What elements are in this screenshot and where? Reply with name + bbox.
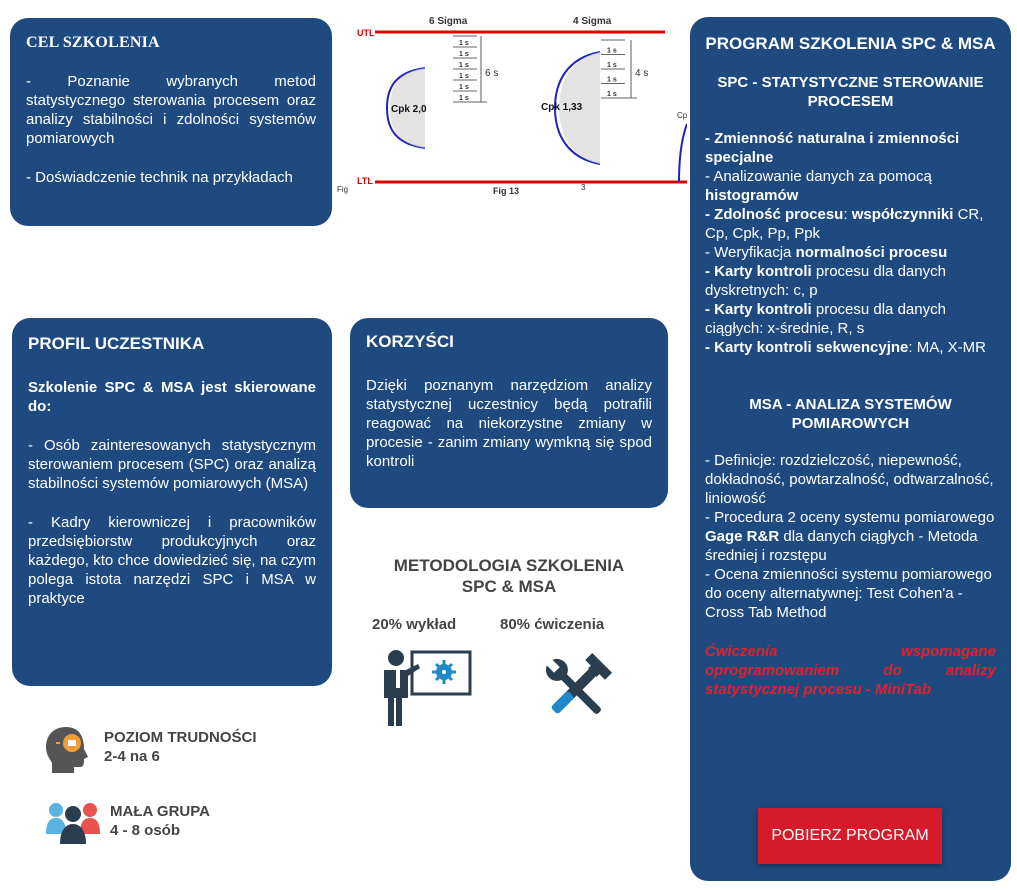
spc-list <box>705 129 996 357</box>
group-value: 4 - 8 osób <box>110 822 181 839</box>
profile-item: - Kadry kierowniczej i pracowników przedsiębiorstw produkcyjnych oraz każdego, kto chce dowiedzieć się, na czym polega istota narzędzi SPC i MSA w praktyce <box>28 514 316 607</box>
fig13-label: Fig 13 <box>493 186 520 196</box>
six-s-label: 6 s <box>485 68 499 79</box>
one-sigma-label: 1 s <box>459 51 469 58</box>
lecture-percent: 20% wykład <box>372 616 457 633</box>
sigma6-scale <box>453 36 487 102</box>
one-sigma-label: 1 s <box>459 40 469 47</box>
difficulty-value: 2-4 na 6 <box>104 748 160 765</box>
sigma6-label: 6 Sigma <box>429 16 468 27</box>
benefits-card <box>350 318 668 508</box>
profile-title: PROFIL UCZESTNIKA <box>28 334 205 353</box>
sigma4-label: 4 Sigma <box>573 16 612 27</box>
spc-item: - Zmienność naturalna i zmienności specjalne <box>705 130 960 166</box>
minitab-note: Ćwiczenia wspomagane oprogramowaniem do analizy statystycznej procesu - MiniTab <box>705 643 996 698</box>
presenter-icon <box>376 646 474 728</box>
spc-item: - Analizowanie danych za pomocą histogramów <box>705 168 932 204</box>
group-label: MAŁA GRUPA <box>110 803 210 820</box>
msa-list <box>705 451 996 622</box>
spc-section-title: SPC - STATYSTYCZNE STEROWANIE PROCESEM <box>717 74 984 110</box>
exercises-percent: 80% ćwiczenia <box>500 616 605 633</box>
one-sigma-label: 1 s <box>459 95 469 102</box>
process-capability-diagram <box>335 10 687 200</box>
utl-label: UTL <box>357 28 375 38</box>
partial-curve <box>679 124 687 182</box>
group-icon <box>44 800 102 846</box>
profile-item: - Osób zainteresowanych statystycznym sterowaniem procesem (SPC) oraz analizą stabilności systemów pomiarowych (MSA) <box>28 437 316 492</box>
one-sigma-label: 1 s <box>459 84 469 91</box>
msa-item: - Procedura 2 oceny systemu pomiarowego Gage R&R dla danych ciągłych - Metoda średniej i rozstępu <box>705 509 995 564</box>
benefits-text: Dzięki poznanym narzędziom analizy statystycznej uczestnicy będą potrafili reagować na niekorzystne zmiany w procesie - zanim zmiany wymkną się spod kontroli <box>366 377 652 470</box>
ltl-label: LTL <box>357 176 373 186</box>
goal-title: CEL SZKOLENIA <box>26 34 160 51</box>
one-sigma-label: 1 s <box>607 47 617 55</box>
goal-item: - Poznanie wybranych metod statystycznego sterowania procesem oraz analizy stabilności i zdolności systemów pomiarowych <box>26 73 316 147</box>
methodology-title <box>350 555 668 597</box>
methodology-title-line: METODOLOGIA SZKOLENIA <box>393 556 625 575</box>
msa-section-title: MSA - ANALIZA SYSTEMÓW POMIAROWYCH <box>749 396 952 432</box>
msa-item: - Definicje: rozdzielczość, niepewność, dokładność, powtarzalność, odtwarzalność, liniowość <box>705 452 994 507</box>
goal-card <box>10 18 332 226</box>
msa-item: - Ocena zmienności systemu pomiarowego do oceny alternatywnej: Test Cohen'a - Cross Tab Method <box>705 566 992 621</box>
four-s-label: 4 s <box>635 68 649 79</box>
one-sigma-label: 1 s <box>607 91 617 98</box>
one-sigma-label: 1 s <box>607 62 617 69</box>
spc-item: - Weryfikacja normalności procesu <box>705 244 948 261</box>
cp-partial-label: Cp <box>677 111 687 120</box>
spc-item: - Karty kontroli procesu dla danych dyskretnych: c, p <box>705 263 946 299</box>
one-sigma-label: 1 s <box>459 73 469 80</box>
fig-label: Fig <box>337 185 349 194</box>
program-title: PROGRAM SZKOLENIA SPC & MSA <box>705 34 996 53</box>
program-card <box>690 17 1011 881</box>
benefits-title: KORZYŚCI <box>366 332 454 351</box>
spc-item: - Karty kontroli procesu dla danych ciągłych: x-średnie, R, s <box>705 301 946 337</box>
tools-icon <box>536 650 616 728</box>
fig-number: 3 <box>581 183 586 192</box>
goal-item: - Doświadczenie technik na przykładach <box>26 169 293 186</box>
spc-item: - Karty kontroli sekwencyjne: MA, X-MR <box>705 339 986 356</box>
cpk133-label: Cpk 1,33 <box>541 102 583 113</box>
difficulty-label: POZIOM TRUDNOŚCI <box>104 729 257 746</box>
sigma4-scale <box>601 40 637 98</box>
profile-intro: Szkolenie SPC & MSA jest skierowane do: <box>28 379 316 415</box>
methodology-title-line: SPC & MSA <box>461 577 557 596</box>
head-lightbulb-icon <box>44 725 98 775</box>
spc-item: - Zdolność procesu: współczynniki CR, Cp, Cpk, Pp, Ppk <box>705 206 984 242</box>
cpk20-label: Cpk 2,0 <box>391 104 427 115</box>
one-sigma-label: 1 s <box>459 62 469 69</box>
download-program-button[interactable]: POBIERZ PROGRAM <box>758 808 942 864</box>
one-sigma-label: 1 s <box>607 76 617 84</box>
participant-profile-card <box>12 318 332 686</box>
